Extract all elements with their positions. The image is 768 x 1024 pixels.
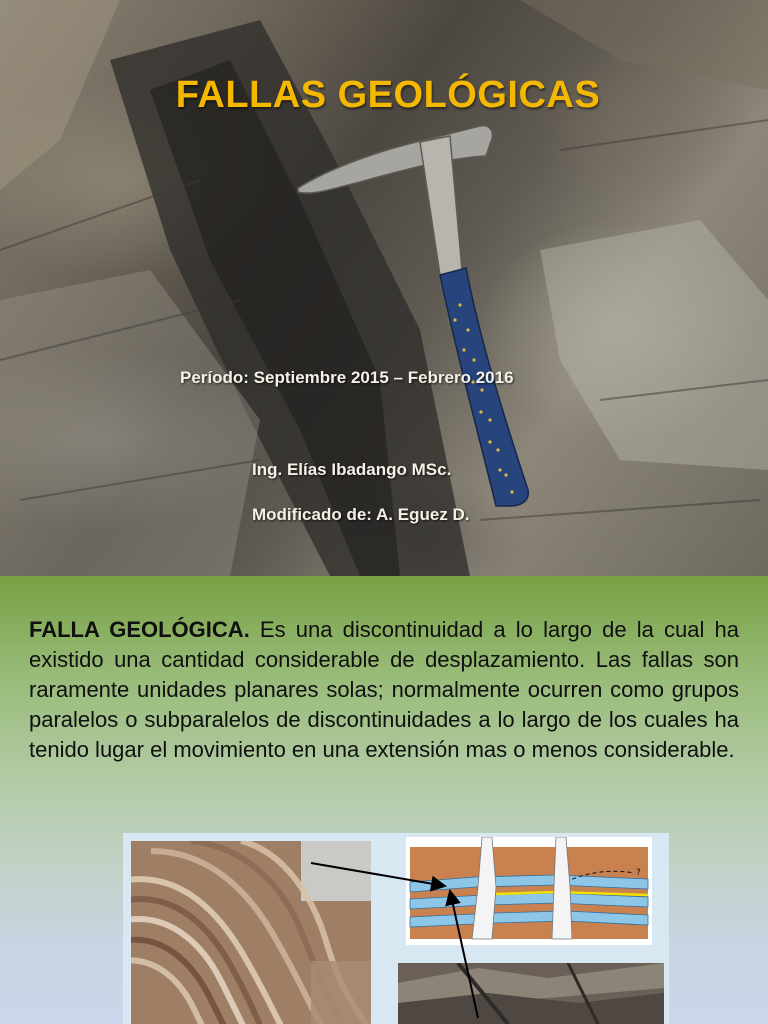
annotation-arrows (123, 833, 669, 1024)
figure-panel (123, 833, 669, 1024)
definition-paragraph (29, 615, 739, 765)
definition-slide (0, 576, 768, 1024)
slide-title: FALLAS GEOLÓGICAS (175, 74, 601, 116)
definition-term: FALLA GEOLÓGICA. (29, 617, 250, 642)
period-text: Período: Septiembre 2015 – Febrero 2016 (180, 368, 514, 387)
author-text: Ing. Elías Ibadango MSc. (252, 460, 452, 479)
modified-by-text: Modificado de: A. Eguez D. (252, 505, 470, 524)
definition-text: Es una discontinuidad a lo largo de la cual ha existido una cantidad considerable de desplazamiento. Las fallas son raramente unidades planares solas; normalmente ocurren como grupos paralelos o subparalelos de discontinuidades a lo largo de los cuales ha tenido lugar el movimiento en una extensión mas o menos considerable. (29, 617, 739, 762)
diagram-question-mark: ? (636, 868, 641, 878)
